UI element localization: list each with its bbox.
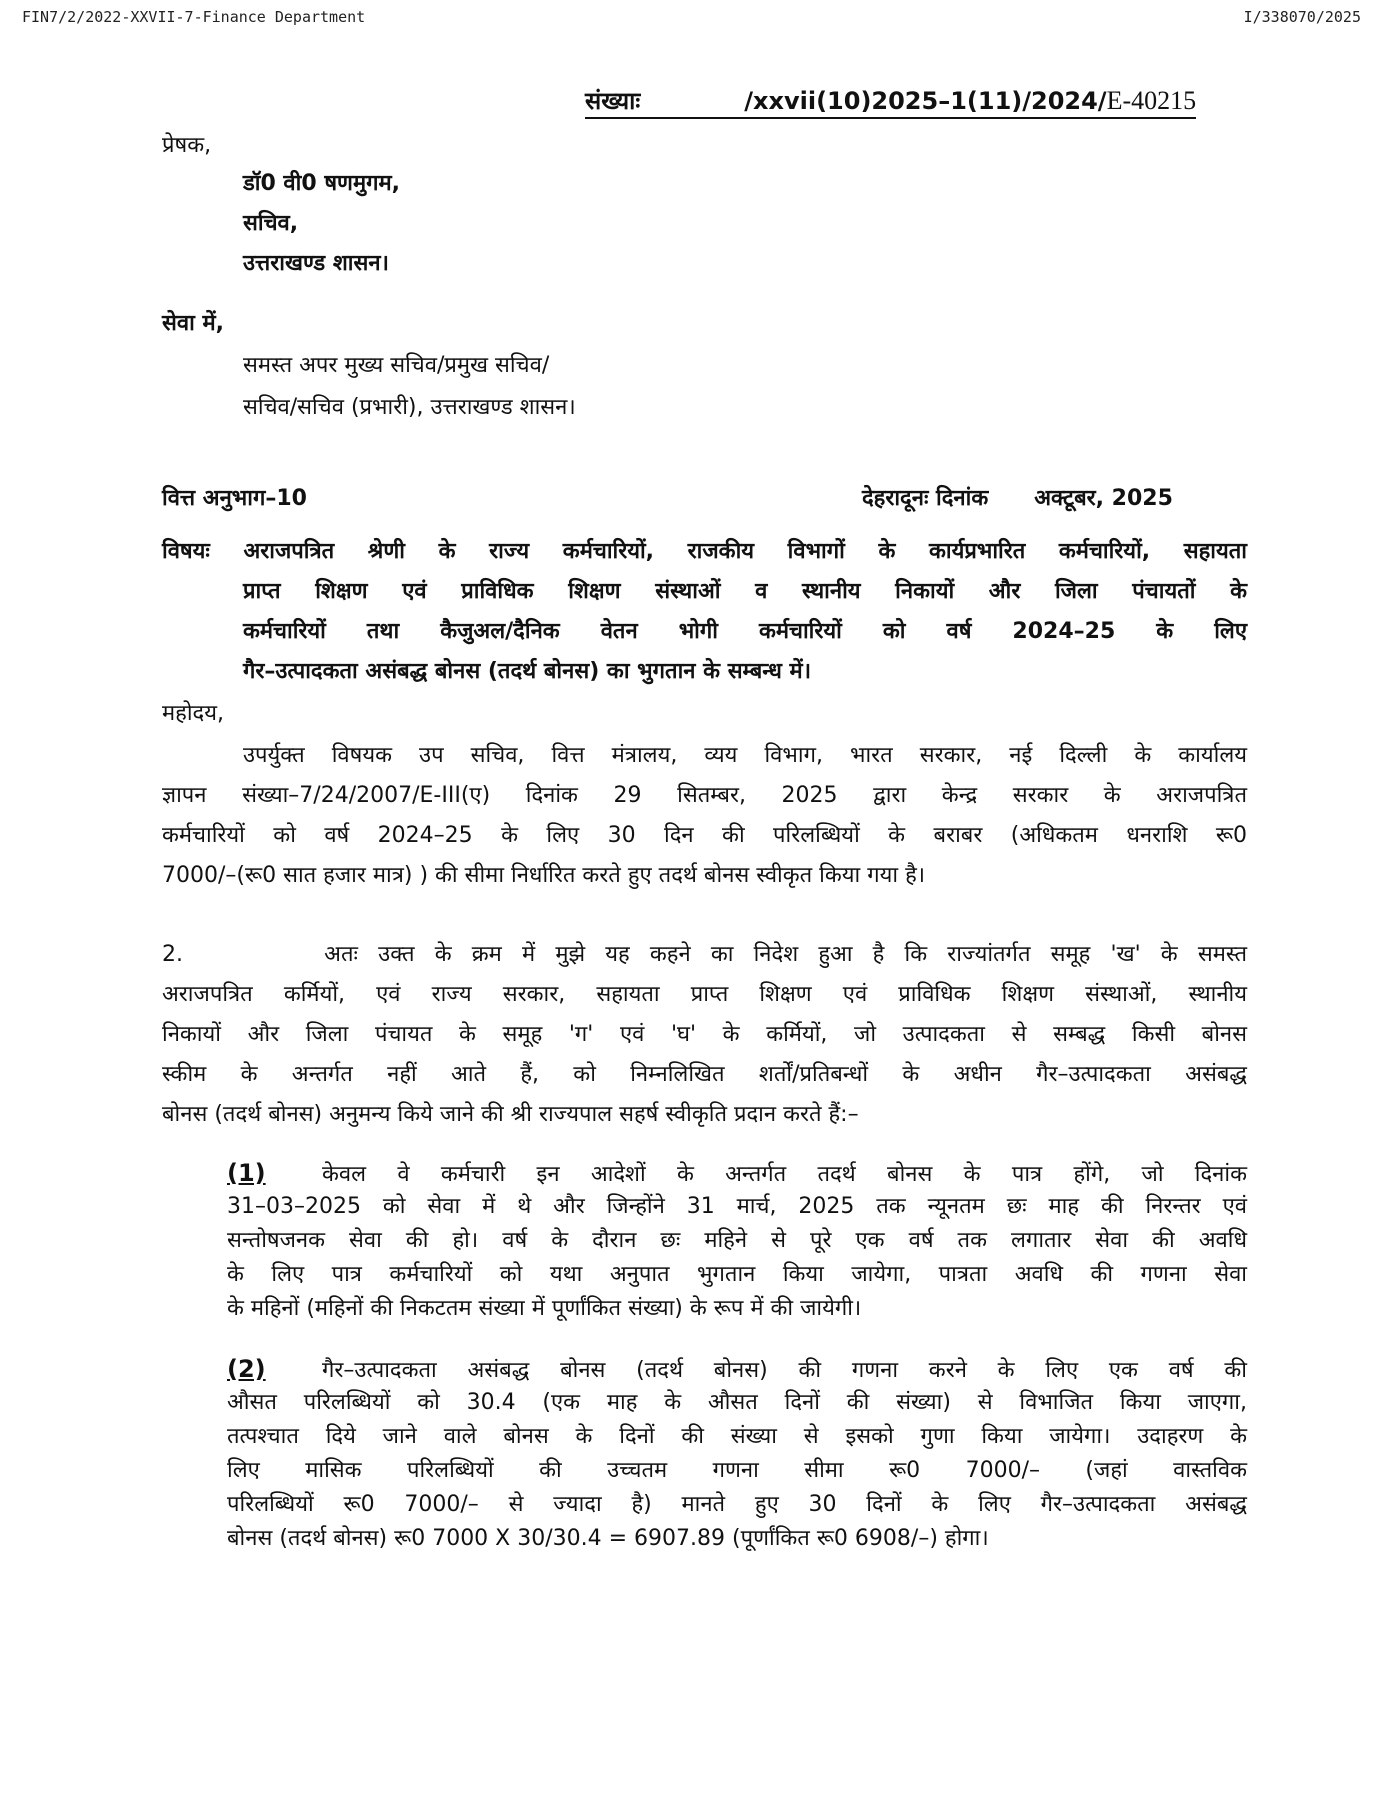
recipient-line-1: समस्त अपर मुख्य सचिव/प्रमुख सचिव/ bbox=[243, 353, 550, 378]
subject-line-3: कर्मचारियों तथा कैजुअल/दैनिक वेतन भोगी कर्मचारियों को वर्ष 2024–25 के लिए bbox=[243, 619, 1247, 644]
paragraph-1 bbox=[162, 736, 1247, 896]
condition-2-number: (2) bbox=[227, 1355, 266, 1383]
paragraph-1-line-3: कर्मचारियों को वर्ष 2024–25 के लिए 30 दिन की परिलब्धियों के बराबर (अधिकतम धनराशि रू0 bbox=[162, 823, 1247, 848]
file-number-header: FIN7/2/2022-XXVII-7-Finance Department bbox=[22, 8, 366, 26]
paragraph-2-line-4: स्कीम के अन्तर्गत नहीं आते हैं, को निम्नलिखित शर्तों/प्रतिबन्धों के अधीन गैर–उत्पादकता असंबद्ध bbox=[162, 1062, 1247, 1087]
subject-block bbox=[162, 532, 1247, 692]
paragraph-2-line-3: निकायों और जिला पंचायत के समूह 'ग' एवं 'घ' के कर्मियों, जो उत्पादकता से सम्बद्ध किसी बोनस bbox=[162, 1022, 1247, 1047]
condition-1 bbox=[227, 1156, 1247, 1326]
reference-suffix: E-40215 bbox=[1106, 86, 1197, 115]
sender-designation: सचिव, bbox=[243, 211, 299, 236]
reference-number bbox=[585, 84, 1196, 119]
paragraph-2 bbox=[162, 935, 1247, 1135]
subject-line-4: गैर–उत्पादकता असंबद्ध बोनस (तदर्थ बोनस) का भुगतान के सम्बन्ध में। bbox=[243, 659, 812, 684]
sender-block bbox=[243, 170, 400, 290]
condition-1-line-1 bbox=[227, 1156, 1247, 1190]
condition-1-line-4: के लिए पात्र कर्मचारियों को यथा अनुपात भुगतान किया जायेगा, पात्रता अवधि की गणना सेवा bbox=[227, 1262, 1247, 1287]
section-name: वित्त अनुभाग–10 bbox=[162, 486, 307, 511]
condition-2-line-2: औसत परिलब्धियों को 30.4 (एक माह के औसत दिनों की संख्या) से विभाजित किया जाएगा, bbox=[227, 1390, 1247, 1415]
receipt-number-header: I/338070/2025 bbox=[1243, 8, 1361, 26]
condition-1-line-5: के महिनों (महिनों की निकटतम संख्या में पूर्णांकित संख्या) के रूप में की जायेगी। bbox=[227, 1296, 862, 1321]
reference-label: संख्याः bbox=[585, 87, 641, 115]
subject-line-2: प्राप्त शिक्षण एवं प्राविधिक शिक्षण संस्थाओं व स्थानीय निकायों और जिला पंचायतों के bbox=[243, 579, 1247, 604]
recipient-line-2: सचिव/सचिव (प्रभारी), उत्तराखण्ड शासन। bbox=[243, 395, 576, 420]
paragraph-2-line-2: अराजपत्रित कर्मियों, एवं राज्य सरकार, सहायता प्राप्त शिक्षण एवं प्राविधिक शिक्षण संस्थाओं, स्थानीय bbox=[162, 982, 1247, 1007]
recipient-label: सेवा में, bbox=[162, 311, 224, 336]
condition-2-line-4: लिए मासिक परिलब्धियों की उच्चतम गणना सीमा रू0 7000/– (जहां वास्तविक bbox=[227, 1458, 1247, 1483]
condition-2-line-5: परिलब्धियों रू0 7000/– से ज्यादा है) मानते हुए 30 दिनों के लिए गैर–उत्पादकता असंबद्ध bbox=[227, 1492, 1247, 1517]
paragraph-2-line-5: बोनस (तदर्थ बोनस) अनुमन्य किये जाने की श्री राज्यपाल सहर्ष स्वीकृति प्रदान करते हैं:– bbox=[162, 1102, 859, 1127]
subject-line-1: विषयः अराजपत्रित श्रेणी के राज्य कर्मचारियों, राजकीय विभागों के कार्यप्रभारित कर्मचारियों, सहायता bbox=[162, 539, 1247, 564]
sender-name: डॉ0 वी0 षणमुगम, bbox=[243, 171, 401, 196]
condition-2-line-1 bbox=[227, 1352, 1247, 1386]
condition-1-number: (1) bbox=[227, 1159, 266, 1187]
condition-1-line-3: सन्तोषजनक सेवा की हो। वर्ष के दौरान छः महिने से पूरे एक वर्ष तक लगातार सेवा की अवधि bbox=[227, 1228, 1247, 1253]
condition-2-line-3: तत्पश्चात दिये जाने वाले बोनस के दिनों की संख्या से इसको गुणा किया जायेगा। उदाहरण के bbox=[227, 1424, 1247, 1449]
paragraph-1-line-1: उपर्युक्त विषयक उप सचिव, वित्त मंत्रालय, व्यय विभाग, भारत सरकार, नई दिल्ली के कार्यालय bbox=[243, 743, 1247, 768]
recipient-block bbox=[243, 352, 576, 436]
paragraph-2-line-1: 2. अतः उक्त के क्रम में मुझे यह कहने का निदेश हुआ है कि राज्यांतर्गत समूह 'ख' के समस्त bbox=[162, 942, 1247, 967]
condition-2-line-1-text: गैर–उत्पादकता असंबद्ध बोनस (तदर्थ बोनस) की गणना करने के लिए एक वर्ष की bbox=[322, 1358, 1247, 1383]
sender-label: प्रेषक, bbox=[162, 133, 212, 158]
reference-code: /xxvii(10)2025–1(11)/2024/ bbox=[744, 87, 1107, 115]
condition-2 bbox=[227, 1352, 1247, 1556]
sender-office: उत्तराखण्ड शासन। bbox=[243, 251, 389, 276]
condition-1-line-1-text: केवल वे कर्मचारी इन आदेशों के अन्तर्गत तदर्थ बोनस के पात्र होंगे, जो दिनांक bbox=[322, 1162, 1247, 1187]
paragraph-1-line-2: ज्ञापन संख्या–7/24/2007/E-III(ए) दिनांक 29 सितम्बर, 2025 द्वारा केन्द्र सरकार के अराजपत्रित bbox=[162, 783, 1247, 808]
salutation: महोदय, bbox=[162, 701, 224, 726]
condition-2-line-6: बोनस (तदर्थ बोनस) रू0 7000 X 30/30.4 = 6907.89 (पूर्णांकित रू0 6908/–) होगा। bbox=[227, 1526, 989, 1551]
condition-1-line-2: 31–03–2025 को सेवा में थे और जिन्होंने 31 मार्च, 2025 तक न्यूनतम छः माह की निरन्तर एवं bbox=[227, 1194, 1247, 1219]
place-and-date: देहरादूनः दिनांक अक्टूबर, 2025 bbox=[862, 486, 1173, 511]
paragraph-1-line-4: 7000/–(रू0 सात हजार मात्र) ) की सीमा निर्धारित करते हुए तदर्थ बोनस स्वीकृत किया गया है। bbox=[162, 863, 926, 888]
